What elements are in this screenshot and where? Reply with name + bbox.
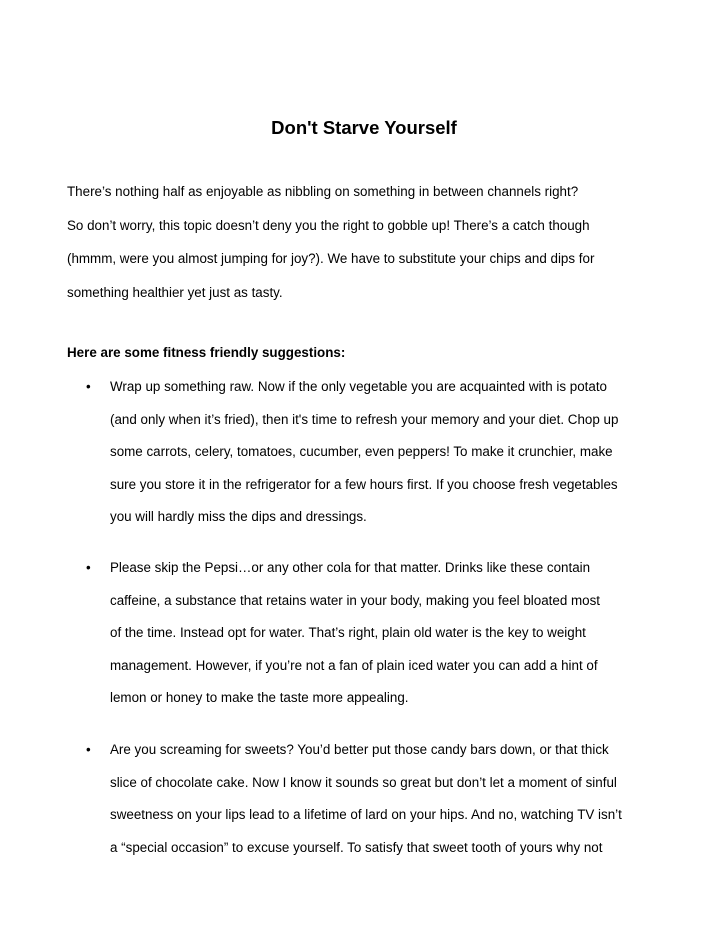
bullet-line: Are you screaming for sweets? You’d better put those candy bars down, or that thick	[110, 742, 609, 757]
bullet-line: a “special occasion” to excuse yourself. To satisfy that sweet tooth of yours why not	[110, 839, 603, 855]
bullet-icon: •	[86, 742, 91, 757]
bullet-icon: •	[86, 379, 91, 394]
bullet-line: some carrots, celery, tomatoes, cucumber, even peppers! To make it crunchier, make	[110, 444, 613, 460]
bullet-icon: •	[86, 560, 91, 575]
document-title: Don't Starve Yourself	[271, 117, 457, 138]
intro-line: There’s nothing half as enjoyable as nibbling on something in between channels right?	[67, 184, 579, 199]
bullet-text	[110, 371, 618, 534]
section-heading: Here are some fitness friendly suggestions:	[67, 345, 346, 360]
bullet-line: you will hardly miss the dips and dressings.	[110, 509, 367, 525]
bullet-text	[110, 734, 622, 864]
bullet-line: Please skip the Pepsi…or any other cola for that matter. Drinks like these contain	[110, 560, 591, 575]
bullet-line: (and only when it’s fried), then it's time to refresh your memory and your diet. Chop up	[110, 411, 619, 427]
bullet-line: caffeine, a substance that retains water in your body, making you feel bloated most	[110, 592, 601, 608]
intro-line: (hmmm, were you almost jumping for joy?). We have to substitute your chips and dips for	[67, 251, 595, 267]
bullet-line: sure you store it in the refrigerator for a few hours first. If you choose fresh vegetables	[110, 476, 618, 492]
intro-paragraph	[67, 175, 707, 309]
intro-line: something healthier yet just as tasty.	[67, 284, 283, 300]
bullet-text	[110, 552, 600, 715]
bullet-line: sweetness on your lips lead to a lifetime of lard on your hips. And no, watching TV isn’t	[110, 807, 622, 823]
intro-line: So don’t worry, this topic doesn’t deny you the right to gobble up! There’s a catch though	[67, 217, 590, 233]
bullet-line: Wrap up something raw. Now if the only vegetable you are acquainted with is potato	[110, 379, 607, 394]
bullet-line: management. However, if you’re not a fan of plain iced water you can add a hint of	[110, 657, 598, 673]
bullet-line: slice of chocolate cake. Now I know it sounds so great but don’t let a moment of sinful	[110, 774, 617, 790]
bullet-line: lemon or honey to make the taste more appealing.	[110, 690, 409, 706]
bullet-line: of the time. Instead opt for water. That’s right, plain old water is the key to weight	[110, 625, 586, 641]
